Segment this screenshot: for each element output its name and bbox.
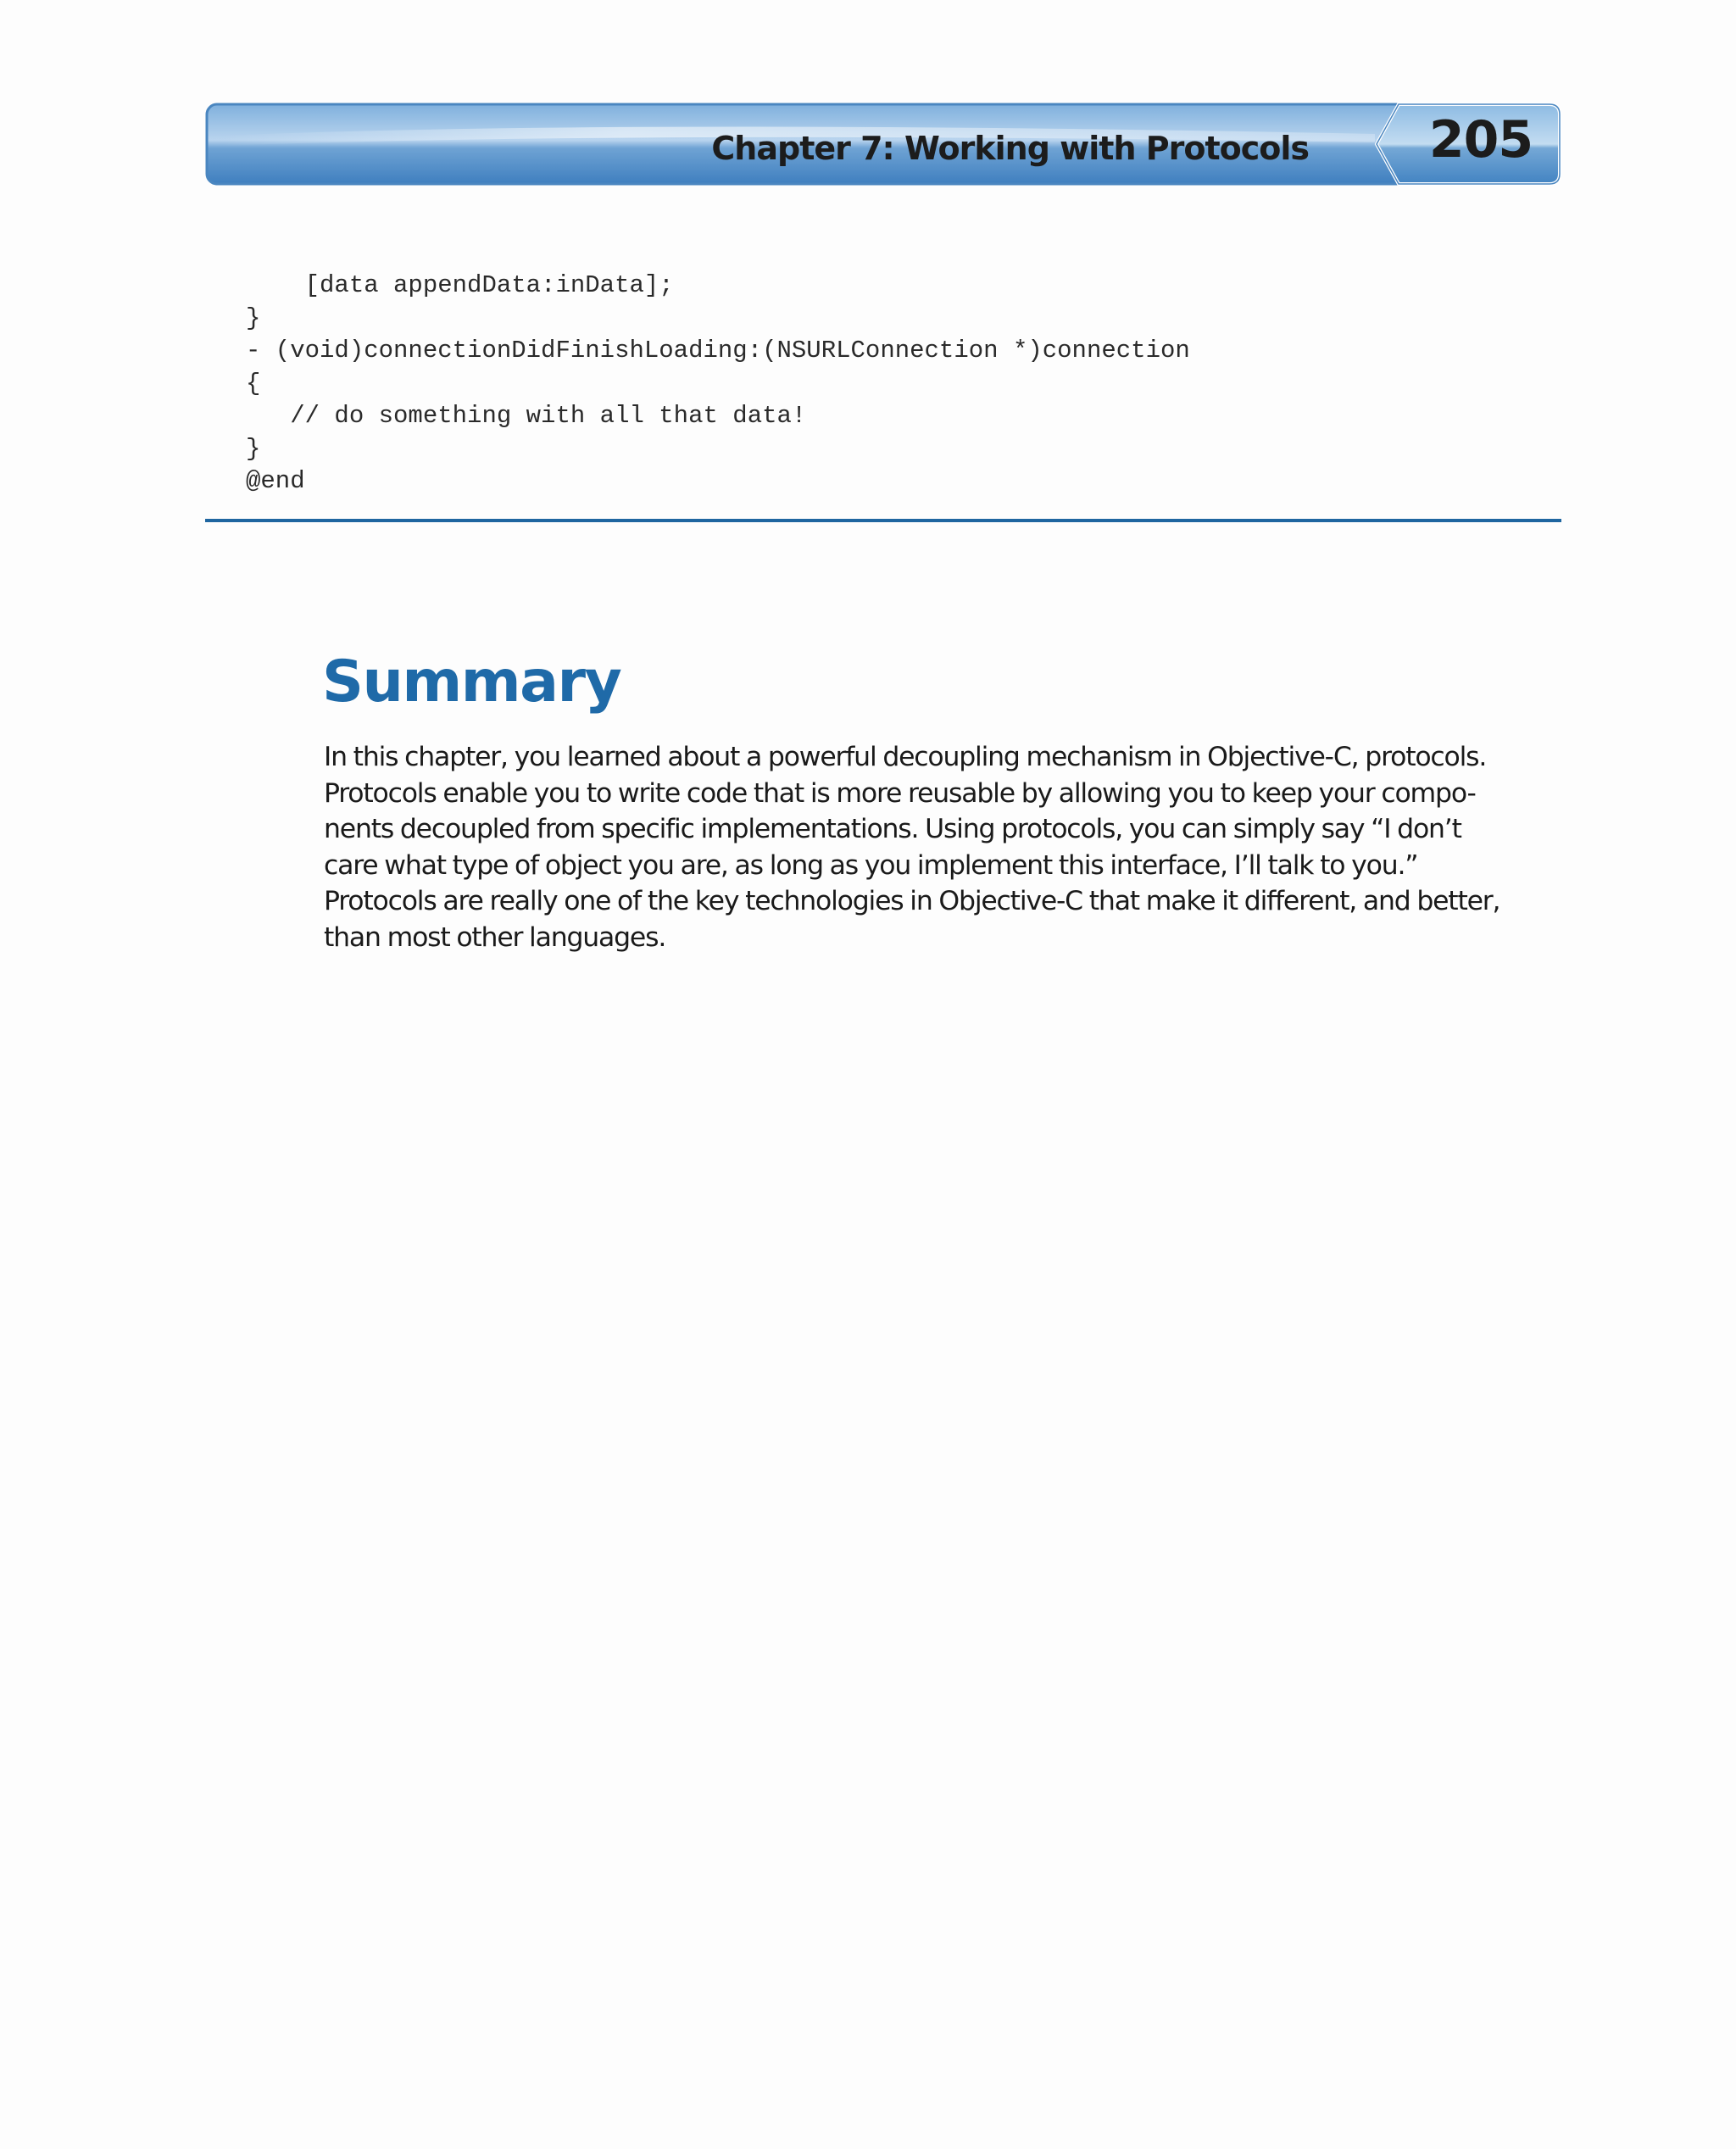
summary-paragraph [324,739,1578,955]
code-listing-bottom-rule [205,519,1561,522]
code-line: } [246,434,261,463]
paragraph-line: In this chapter, you learned about a powerful decoupling mechanism in Objective-C, protocols. [324,742,1487,772]
page-number: 205 [1428,110,1533,170]
code-line: [data appendData:inData]; [246,271,674,299]
code-line: } [246,303,261,332]
code-listing [246,270,1190,498]
code-line: - (void)connectionDidFinishLoading:(NSURLConnection *)connection [246,337,1190,365]
paragraph-line: care what type of object you are, as long as you implement this interface, I’ll talk to you.” [324,849,1418,881]
code-line: @end [246,467,305,495]
code-line: // do something with all that data! [246,402,807,430]
paragraph-line: Protocols enable you to write code that is more reusable by allowing you to keep your compo- [324,777,1476,809]
chapter-title: Chapter 7: Working with Protocols [711,130,1309,167]
code-line: { [246,369,261,398]
paragraph-line: than most other languages. [324,921,666,953]
paragraph-line: nents decoupled from specific implementations. Using protocols, you can simply say “I don’t [324,814,1461,844]
chapter-header-banner [205,102,1561,187]
section-heading-summary: Summary [322,649,621,715]
paragraph-line: Protocols are really one of the key technologies in Objective-C that make it different, and better, [324,886,1500,916]
